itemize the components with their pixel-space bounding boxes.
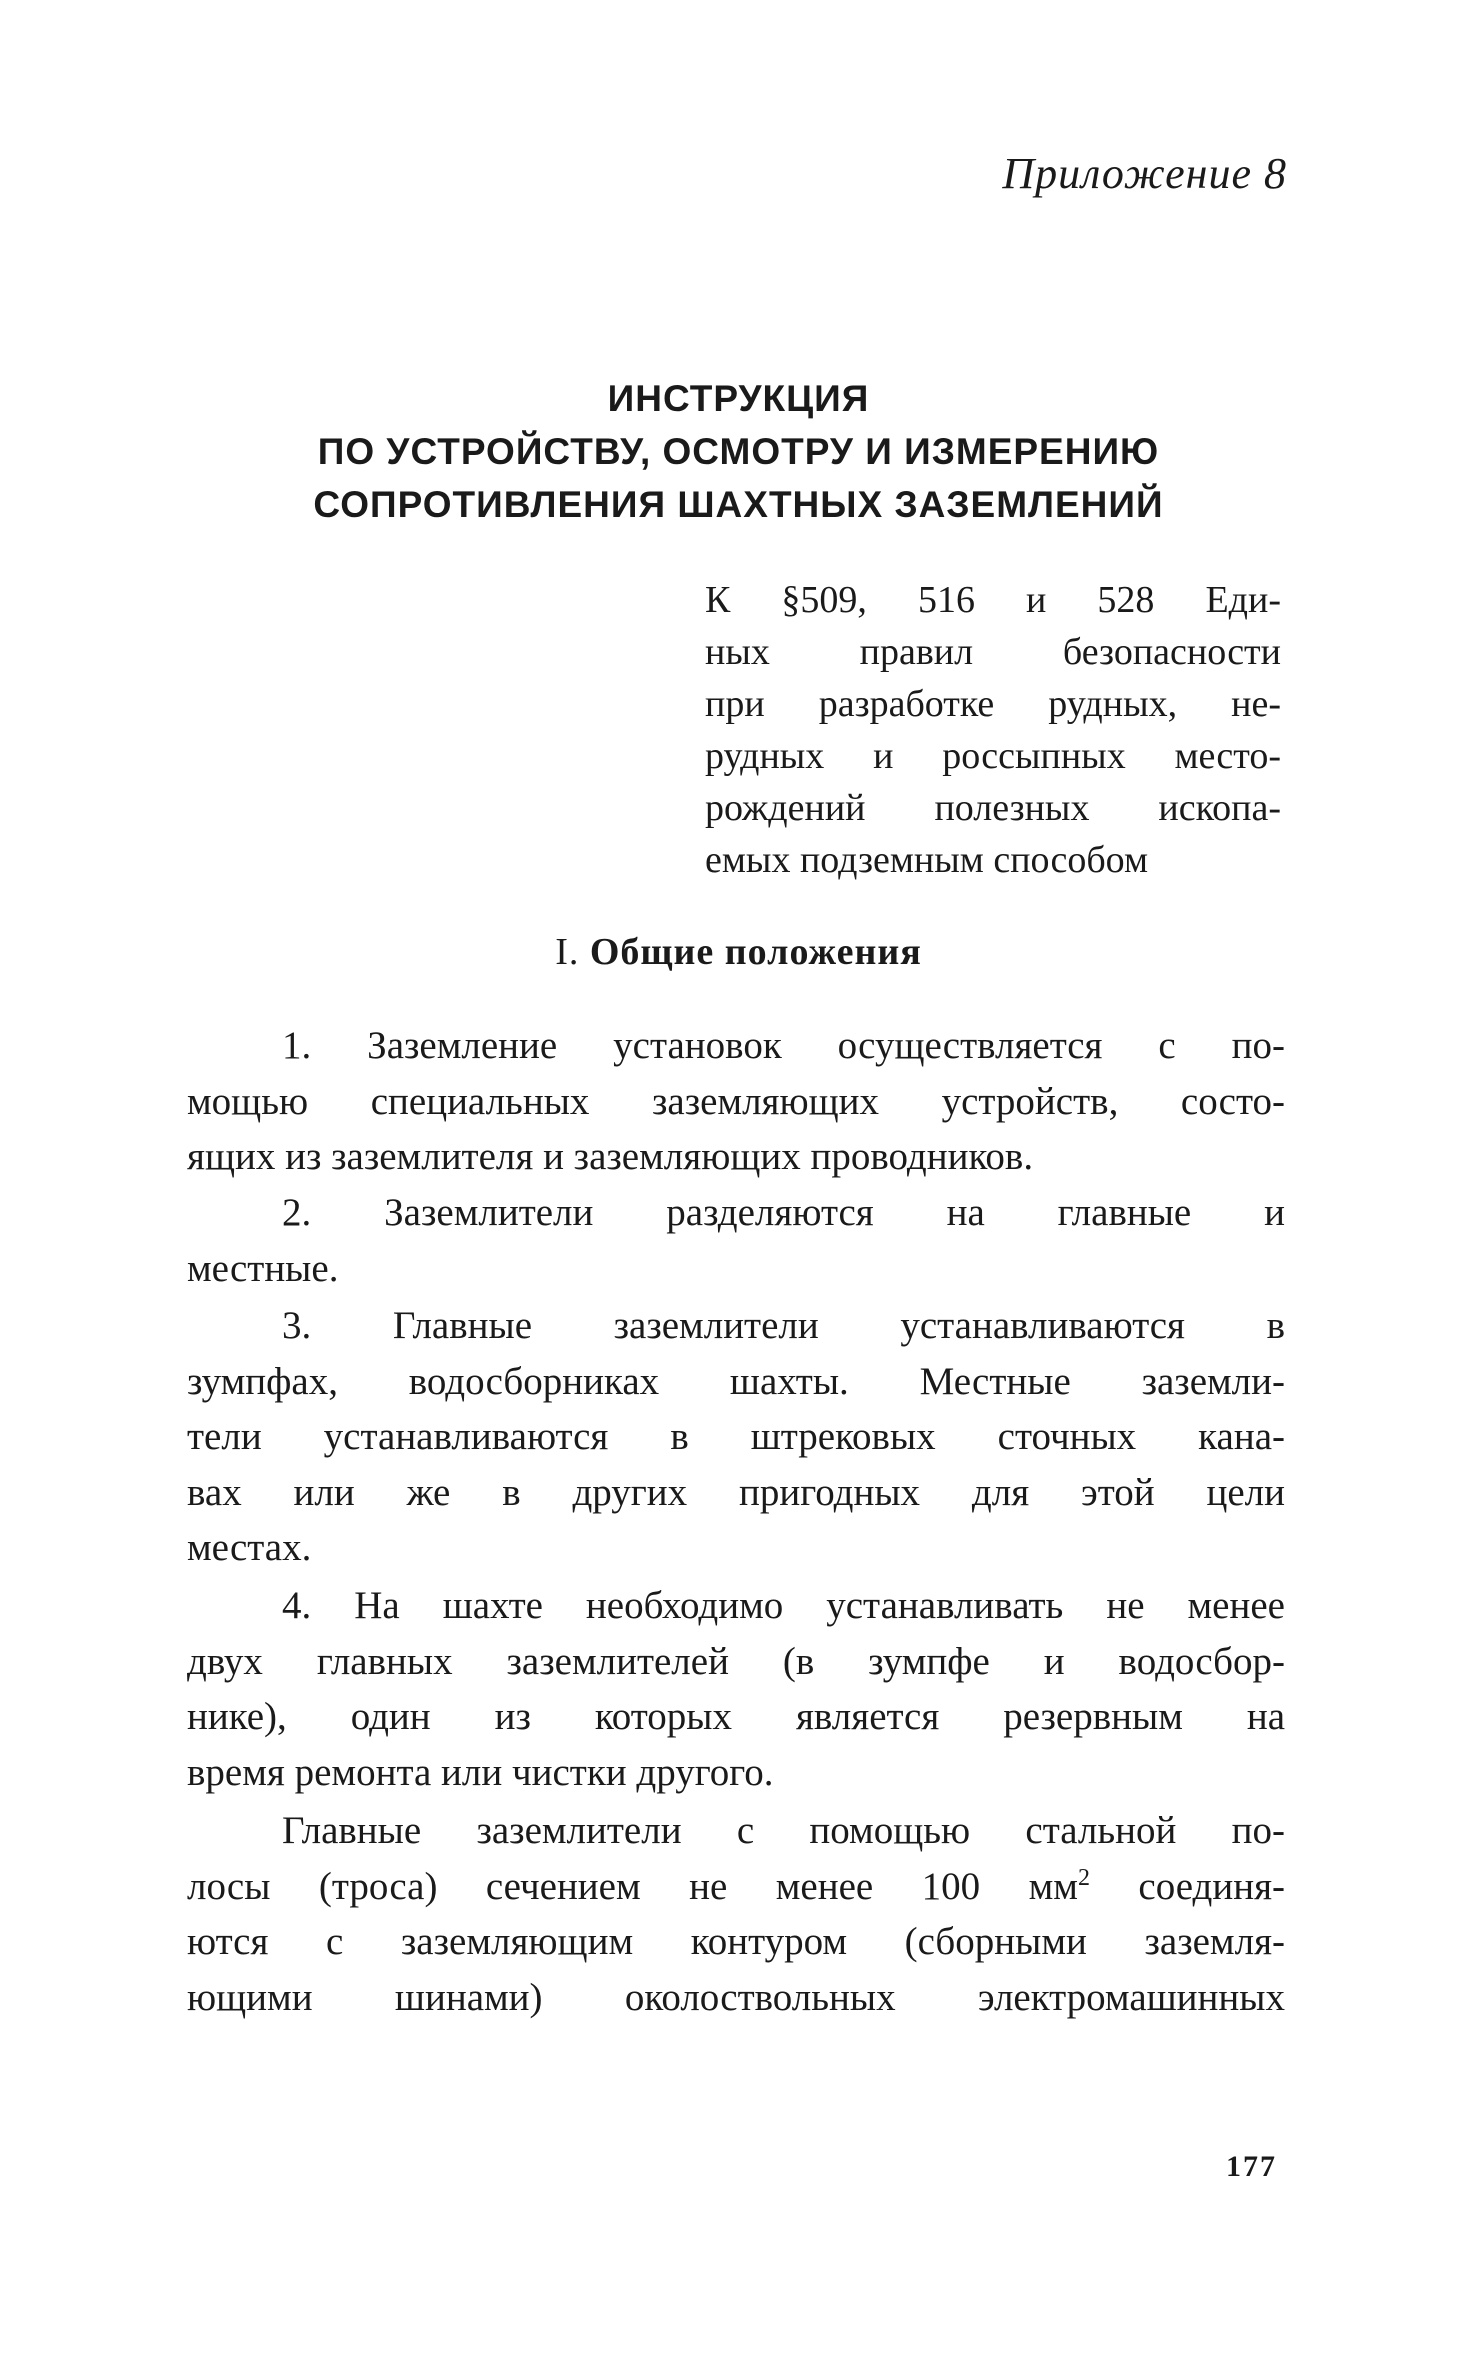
text-line: местные. bbox=[187, 1246, 339, 1290]
text-line: нике), один из которых является резервным на bbox=[187, 1695, 1285, 1738]
reference-note bbox=[705, 574, 1281, 886]
section-number: I. bbox=[555, 931, 580, 973]
title-line: СОПРОТИВЛЕНИЯ ШАХТНЫХ ЗАЗЕМЛЕНИЙ bbox=[313, 484, 1164, 525]
paragraph-4 bbox=[187, 1578, 1285, 1800]
section-title: Общие положения bbox=[589, 931, 922, 973]
reference-line: емых подземным способом bbox=[705, 839, 1148, 881]
text-line: 2. Заземлители разделяются на главные и bbox=[282, 1191, 1285, 1234]
text-fragment: лосы (троса) сечением не менее 100 мм bbox=[187, 1864, 1078, 1908]
text-line: 1. Заземление установок осуществляется с по- bbox=[282, 1024, 1285, 1067]
text-line: мощью специальных заземляющих устройств, состо- bbox=[187, 1079, 1285, 1123]
section-heading bbox=[0, 930, 1477, 974]
reference-line: при разработке рудных, не- bbox=[705, 683, 1281, 725]
paragraph-1 bbox=[187, 1018, 1285, 1185]
reference-line: ных правил безопасности bbox=[705, 631, 1281, 673]
paragraph-3 bbox=[187, 1298, 1285, 1576]
text-line: ются с заземляющим контуром (сборными заземля- bbox=[187, 1920, 1285, 1963]
document-title bbox=[0, 372, 1477, 531]
text-line: местах. bbox=[187, 1526, 312, 1569]
text-line: вах или же в других пригодных для этой цели bbox=[187, 1470, 1285, 1514]
reference-line: К §509, 516 и 528 Еди- bbox=[705, 579, 1281, 621]
paragraph-2 bbox=[187, 1185, 1285, 1296]
title-line: ПО УСТРОЙСТВУ, ОСМОТРУ И ИЗМЕРЕНИЮ bbox=[317, 431, 1160, 472]
text-line: тели устанавливаются в штрековых сточных кана- bbox=[187, 1415, 1285, 1458]
page-number: 177 bbox=[1226, 2150, 1277, 2183]
reference-line: рудных и россыпных место- bbox=[705, 735, 1281, 777]
text-line: ющими шинами) околоствольных электромашинных bbox=[187, 1975, 1285, 2019]
paragraph-5 bbox=[187, 1803, 1285, 2025]
text-line bbox=[187, 1859, 1285, 1915]
reference-line: рождений полезных ископа- bbox=[705, 787, 1281, 829]
text-fragment: соединя- bbox=[1089, 1864, 1286, 1908]
text-line: Главные заземлители с помощью стальной по- bbox=[282, 1809, 1285, 1852]
text-line: время ремонта или чистки другого. bbox=[187, 1750, 774, 1794]
text-line: 3. Главные заземлители устанавливаются в bbox=[282, 1304, 1285, 1347]
superscript: 2 bbox=[1077, 1864, 1090, 1891]
text-line: зумпфах, водосборниках шахты. Местные заземли- bbox=[187, 1359, 1285, 1403]
text-line: 4. На шахте необходимо устанавливать не менее bbox=[282, 1584, 1285, 1627]
title-line: ИНСТРУКЦИЯ bbox=[607, 378, 870, 419]
appendix-label: Приложение 8 bbox=[1002, 149, 1287, 198]
text-line: двух главных заземлителей (в зумпфе и водосбор- bbox=[187, 1639, 1285, 1683]
text-line: ящих из заземлителя и заземляющих проводников. bbox=[187, 1135, 1034, 1178]
